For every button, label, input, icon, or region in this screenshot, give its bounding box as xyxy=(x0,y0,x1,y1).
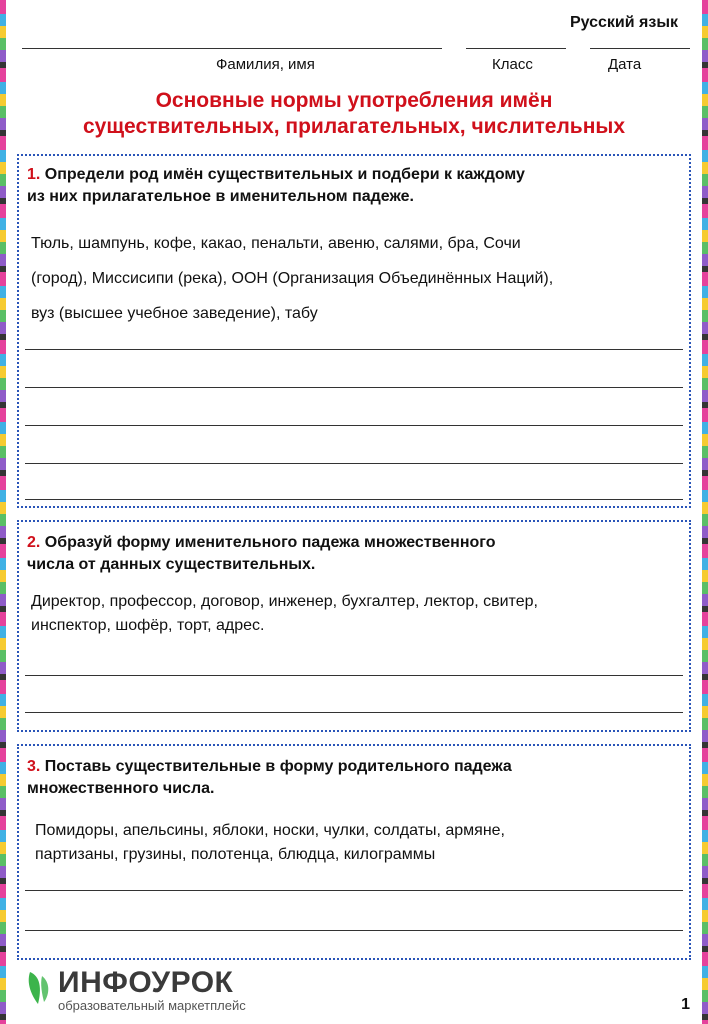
subject-label: Русский язык xyxy=(569,14,678,31)
task-2-answer-line-1[interactable] xyxy=(25,675,683,676)
task-2-words-line-2: инспектор, шофёр, торт, адрес. xyxy=(31,617,265,634)
worksheet-title xyxy=(12,88,696,140)
task-3-answer-line-2[interactable] xyxy=(25,930,683,931)
task-3-instruction xyxy=(27,756,681,800)
class-field-label: Класс xyxy=(492,56,533,73)
task-1-instruction-line-1: Определи род имён существительных и подбери к каждому xyxy=(44,166,525,183)
task-3-words-line-1: Помидоры, апельсины, яблоки, носки, чулки, солдаты, армяне, xyxy=(35,822,505,839)
task-1-answer-line-4[interactable] xyxy=(25,463,683,464)
task-2-words xyxy=(31,590,677,638)
task-2-instruction xyxy=(27,532,681,576)
date-field-line[interactable] xyxy=(590,48,690,49)
page-number: 1 xyxy=(681,996,690,1013)
task-3-words-line-2: партизаны, грузины, полотенца, блюдца, килограммы xyxy=(35,846,436,863)
task-2-answer-line-2[interactable] xyxy=(25,712,683,713)
name-field-label: Фамилия, имя xyxy=(216,56,315,73)
task-3-instruction-line-1: Поставь существительные в форму родительного падежа xyxy=(44,758,512,775)
task-3-answer-line-1[interactable] xyxy=(25,890,683,891)
task-1-words-line-1: Тюль, шампунь, кофе, какао, пенальти, авеню, салями, бра, Сочи xyxy=(31,235,521,252)
title-line-2: существительных, прилагательных, числительных xyxy=(82,115,626,138)
logo-subtitle: образовательный маркетплейс xyxy=(58,998,246,1013)
task-1-answer-line-2[interactable] xyxy=(25,387,683,388)
task-3-number: 3. xyxy=(27,758,41,775)
name-field-line[interactable] xyxy=(22,48,442,49)
decorative-border-right xyxy=(702,0,708,1024)
task-3-instruction-line-2: множественного числа. xyxy=(27,780,215,797)
task-3-box xyxy=(17,744,691,960)
task-1-number: 1. xyxy=(27,166,41,183)
task-1-answer-line-5[interactable] xyxy=(25,499,683,500)
task-1-words-line-2: (город), Миссисипи (река), ООН (Организация Объединённых Наций), xyxy=(31,270,554,287)
task-1-instruction-line-2: из них прилагательное в именительном падеже. xyxy=(27,188,414,205)
class-field-line[interactable] xyxy=(466,48,566,49)
task-1-box xyxy=(17,154,691,508)
task-3-words xyxy=(35,819,677,867)
task-1-words-line-3: вуз (высшее учебное заведение), табу xyxy=(31,305,318,322)
title-line-1: Основные нормы употребления имён xyxy=(155,89,553,112)
decorative-border-left xyxy=(0,0,6,1024)
task-2-instruction-line-2: числа от данных существительных. xyxy=(27,556,316,573)
task-1-instruction xyxy=(27,164,681,208)
task-1-answer-line-1[interactable] xyxy=(25,349,683,350)
task-1-words xyxy=(31,226,677,331)
task-2-box xyxy=(17,520,691,732)
logo-text: ИНФОУРОК xyxy=(58,966,234,999)
infourok-leaf-icon xyxy=(26,970,52,1006)
task-1-answer-line-3[interactable] xyxy=(25,425,683,426)
task-2-number: 2. xyxy=(27,534,41,551)
task-2-words-line-1: Директор, профессор, договор, инженер, бухгалтер, лектор, свитер, xyxy=(31,593,538,610)
worksheet-page xyxy=(12,0,696,1024)
task-2-instruction-line-1: Образуй форму именительного падежа множественного xyxy=(44,534,496,551)
date-field-label: Дата xyxy=(608,56,642,73)
